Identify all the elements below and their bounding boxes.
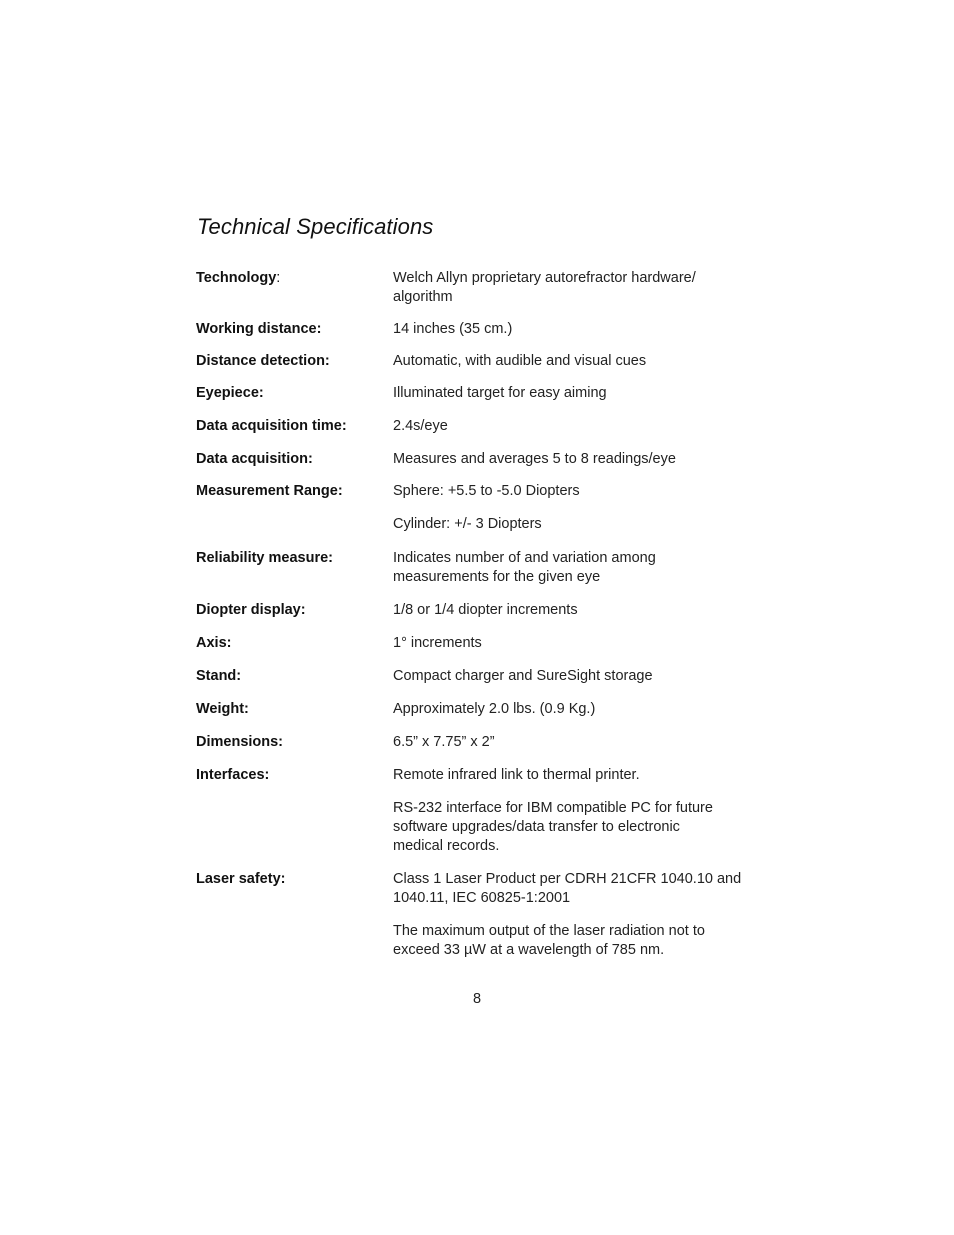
spec-row xyxy=(196,733,776,752)
spec-value: 6.5” x 7.75” x 2” xyxy=(393,734,495,750)
spec-value: Cylinder: +/- 3 Diopters xyxy=(393,516,542,532)
spec-values xyxy=(393,733,776,752)
spec-label xyxy=(196,417,393,436)
spec-values xyxy=(393,549,776,587)
spec-values xyxy=(393,667,776,686)
spec-value: Automatic, with audible and visual cues xyxy=(393,353,647,369)
spec-row xyxy=(196,269,776,307)
spec-label-text: Data acquisition time: xyxy=(196,418,347,434)
spec-label xyxy=(196,766,393,785)
spec-value: 2.4s/eye xyxy=(393,418,448,434)
spec-value: Welch Allyn proprietary autorefractor hardware/ algorithm xyxy=(393,270,696,305)
spec-row xyxy=(196,417,776,436)
spec-row xyxy=(196,352,776,371)
page-title: Technical Specifications xyxy=(197,214,434,239)
spec-value: RS-232 interface for IBM compatible PC for future software upgrades/data transfer to electronic medical records. xyxy=(393,800,713,854)
spec-label xyxy=(196,634,393,653)
spec-label-text: Measurement Range: xyxy=(196,483,343,499)
spec-row xyxy=(196,667,776,686)
page-number: 8 xyxy=(472,991,482,1007)
spec-label-text: Dimensions: xyxy=(196,734,284,750)
spec-row xyxy=(196,320,776,339)
spec-row xyxy=(196,482,776,534)
spec-label xyxy=(196,482,393,501)
spec-row xyxy=(196,384,776,403)
spec-label xyxy=(196,870,393,889)
spec-row xyxy=(196,450,776,469)
spec-values xyxy=(393,384,776,403)
spec-label xyxy=(196,601,393,620)
spec-label xyxy=(196,700,393,719)
spec-value: 1/8 or 1/4 diopter increments xyxy=(393,602,578,618)
spec-value: 14 inches (35 cm.) xyxy=(393,321,513,337)
spec-row xyxy=(196,700,776,719)
spec-label-text: Data acquisition: xyxy=(196,451,313,467)
spec-row xyxy=(196,601,776,620)
spec-label-text: Technology xyxy=(196,270,277,286)
spec-label xyxy=(196,733,393,752)
spec-value: Compact charger and SureSight storage xyxy=(393,668,653,684)
spec-value: Sphere: +5.5 to -5.0 Diopters xyxy=(393,483,580,499)
spec-label-text: Stand: xyxy=(196,668,242,684)
spec-label xyxy=(196,450,393,469)
spec-value: 1° increments xyxy=(393,635,482,651)
spec-values xyxy=(393,700,776,719)
spec-values xyxy=(393,634,776,653)
spec-values xyxy=(393,766,776,856)
spec-label-text: Axis: xyxy=(196,635,232,651)
spec-values xyxy=(393,450,776,469)
spec-values xyxy=(393,352,776,371)
spec-value: Remote infrared link to thermal printer. xyxy=(393,767,640,783)
spec-label xyxy=(196,269,393,288)
spec-value: Measures and averages 5 to 8 readings/eye xyxy=(393,451,676,467)
spec-label xyxy=(196,352,393,371)
spec-value: Indicates number of and variation among measurements for the given eye xyxy=(393,550,656,585)
spec-label-text: Laser safety: xyxy=(196,871,286,887)
spec-values xyxy=(393,601,776,620)
spec-label xyxy=(196,667,393,686)
spec-values xyxy=(393,870,776,960)
spec-row xyxy=(196,870,776,960)
spec-values xyxy=(393,482,776,534)
spec-label-text: Interfaces: xyxy=(196,767,270,783)
spec-label-text: Diopter display: xyxy=(196,602,306,618)
spec-label-text: Eyepiece: xyxy=(196,385,264,401)
spec-row xyxy=(196,634,776,653)
spec-label xyxy=(196,549,393,568)
spec-value: Illuminated target for easy aiming xyxy=(393,385,607,401)
spec-values xyxy=(393,320,776,339)
spec-label xyxy=(196,320,393,339)
spec-label-text: Weight: xyxy=(196,701,249,717)
spec-label xyxy=(196,384,393,403)
spec-value: Approximately 2.0 lbs. (0.9 Kg.) xyxy=(393,701,596,717)
spec-row xyxy=(196,549,776,587)
spec-values xyxy=(393,417,776,436)
spec-value: The maximum output of the laser radiation not to exceed 33 µW at a wavelength of 785 nm. xyxy=(393,923,705,958)
spec-label-suffix: : xyxy=(276,270,281,286)
spec-table xyxy=(196,255,776,960)
spec-label-text: Working distance: xyxy=(196,321,322,337)
spec-row xyxy=(196,766,776,856)
spec-label-text: Distance detection: xyxy=(196,353,330,369)
spec-label-text: Reliability measure: xyxy=(196,550,333,566)
spec-value: Class 1 Laser Product per CDRH 21CFR 1040.10 and 1040.11, IEC 60825-1:2001 xyxy=(393,871,742,906)
spec-values xyxy=(393,269,776,307)
